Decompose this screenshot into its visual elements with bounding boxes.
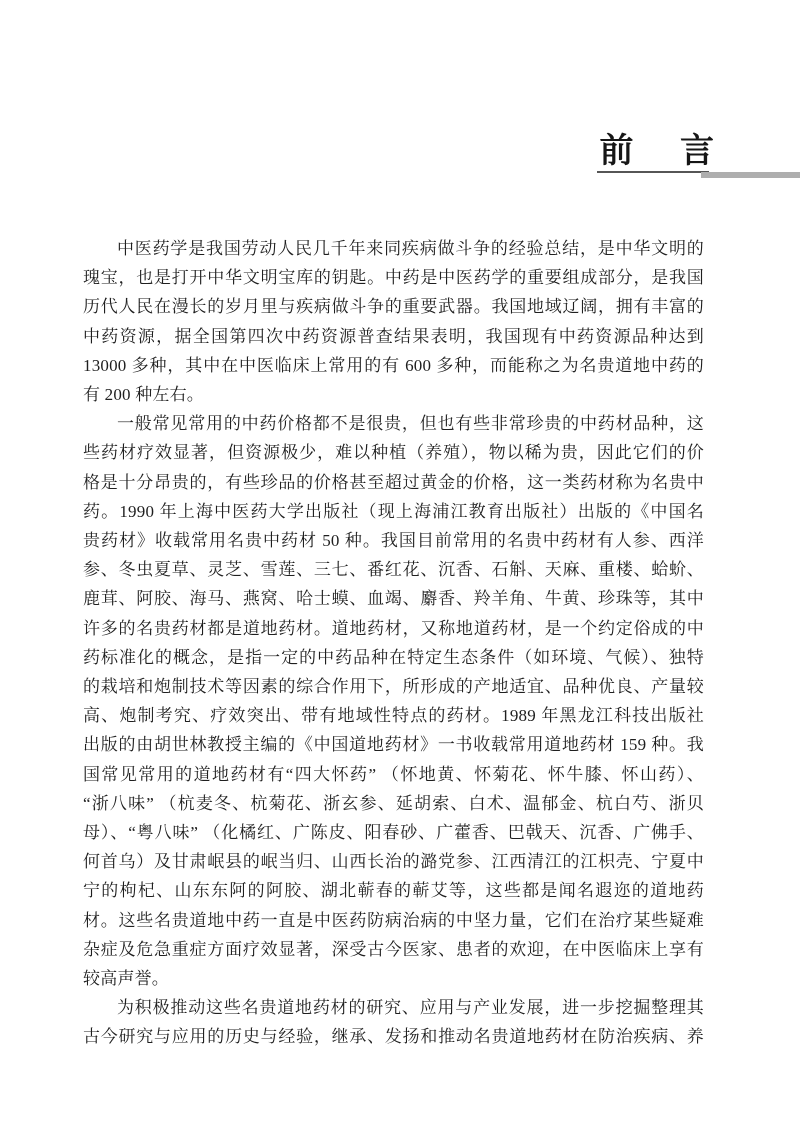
text-line: 13000 多种，其中在中医临床上常用的有 600 多种，而能称之为名贵道地中药的 [83, 355, 704, 375]
text-line: 许多的名贵药材都是道地药材。道地药材，又称地道药材，是一个约定俗成的中 [83, 618, 704, 638]
text-line: 母）、“粤八味” （化橘红、广陈皮、阳春砂、广藿香、巴戟天、沉香、广佛手、 [83, 823, 704, 843]
text-line: 些药材疗效显著，但资源极少，难以种植（养殖），物以稀为贵，因此它们的价 [83, 443, 704, 463]
text-line: 出版的由胡世林教授主编的《中国道地药材》一书收载常用道地药材 159 种。我 [83, 735, 704, 755]
text-line: 药标准化的概念，是指一定的中药品种在特定生态条件（如环境、气候）、独特 [83, 647, 704, 667]
text-line: 有 200 种左右。 [83, 385, 204, 405]
text-line: 鹿茸、阿胶、海马、燕窝、哈士蟆、血竭、麝香、羚羊角、牛黄、珍珠等，其中 [83, 589, 704, 609]
paragraph [83, 234, 704, 409]
text-line: 的栽培和炮制技术等因素的综合作用下，所形成的产地适宜、品种优良、产量较 [83, 677, 704, 697]
text-line: 国常见常用的道地药材有“四大怀药” （怀地黄、怀菊花、怀牛膝、怀山药）、 [83, 764, 704, 784]
paragraph [83, 409, 704, 993]
text-line: 参、冬虫夏草、灵芝、雪莲、三七、番红花、沉香、石斛、天麻、重楼、蛤蚧、 [83, 560, 704, 580]
text-line: 宁的枸杞、山东东阿的阿胶、湖北蕲春的蕲艾等，这些都是闻名遐迩的道地药 [83, 881, 704, 901]
text-line: 中药资源，据全国第四次中药资源普查结果表明，我国现有中药资源品种达到 [83, 326, 704, 346]
text-line: 历代人民在漫长的岁月里与疾病做斗争的重要武器。我国地域辽阔，拥有丰富的 [83, 297, 704, 317]
text-line: 杂症及危急重症方面疗效显著，深受古今医家、患者的欢迎，在中医临床上享有 [83, 939, 704, 959]
text-line: 一般常见常用的中药价格都不是很贵，但也有些非常珍贵的中药材品种，这 [117, 414, 704, 434]
text-line: “浙八味” （杭麦冬、杭菊花、浙玄参、延胡索、白术、温郁金、杭白芍、浙贝 [83, 793, 704, 813]
title-underline-dark [597, 171, 709, 173]
page-title: 前 言 [599, 133, 714, 170]
text-line: 材。这些名贵道地中药一直是中医药防病治病的中坚力量，它们在治疗某些疑难 [83, 910, 704, 930]
text-line: 贵药材》收载常用名贵中药材 50 种。我国目前常用的名贵中药材有人参、西洋 [83, 531, 704, 551]
text-line: 古今研究与应用的历史与经验，继承、发扬和推动名贵道地药材在防治疾病、养 [83, 1027, 704, 1047]
paragraph [83, 993, 704, 1051]
title-underline-gray [701, 172, 800, 178]
text-line: 高、炮制考究、疗效突出、带有地域性特点的药材。1989 年黑龙江科技出版社 [83, 706, 704, 726]
text-line: 为积极推动这些名贵道地药材的研究、应用与产业发展，进一步挖掘整理其 [117, 998, 704, 1018]
text-line: 较高声誉。 [83, 969, 169, 989]
text-line: 中医药学是我国劳动人民几千年来同疾病做斗争的经验总结，是中华文明的 [117, 239, 704, 258]
text-line: 药。1990 年上海中医药大学出版社（现上海浦江教育出版社）出版的《中国名 [83, 501, 704, 521]
text-line: 瑰宝，也是打开中华文明宝库的钥匙。中药是中医药学的重要组成部分，是我国 [83, 268, 704, 288]
text-line: 格是十分昂贵的，有些珍品的价格甚至超过黄金的价格，这一类药材称为名贵中 [83, 472, 704, 492]
preface-body [83, 234, 704, 1052]
text-line: 何首乌）及甘肃岷县的岷当归、山西长治的潞党参、江西清江的江枳壳、宁夏中 [83, 852, 704, 872]
